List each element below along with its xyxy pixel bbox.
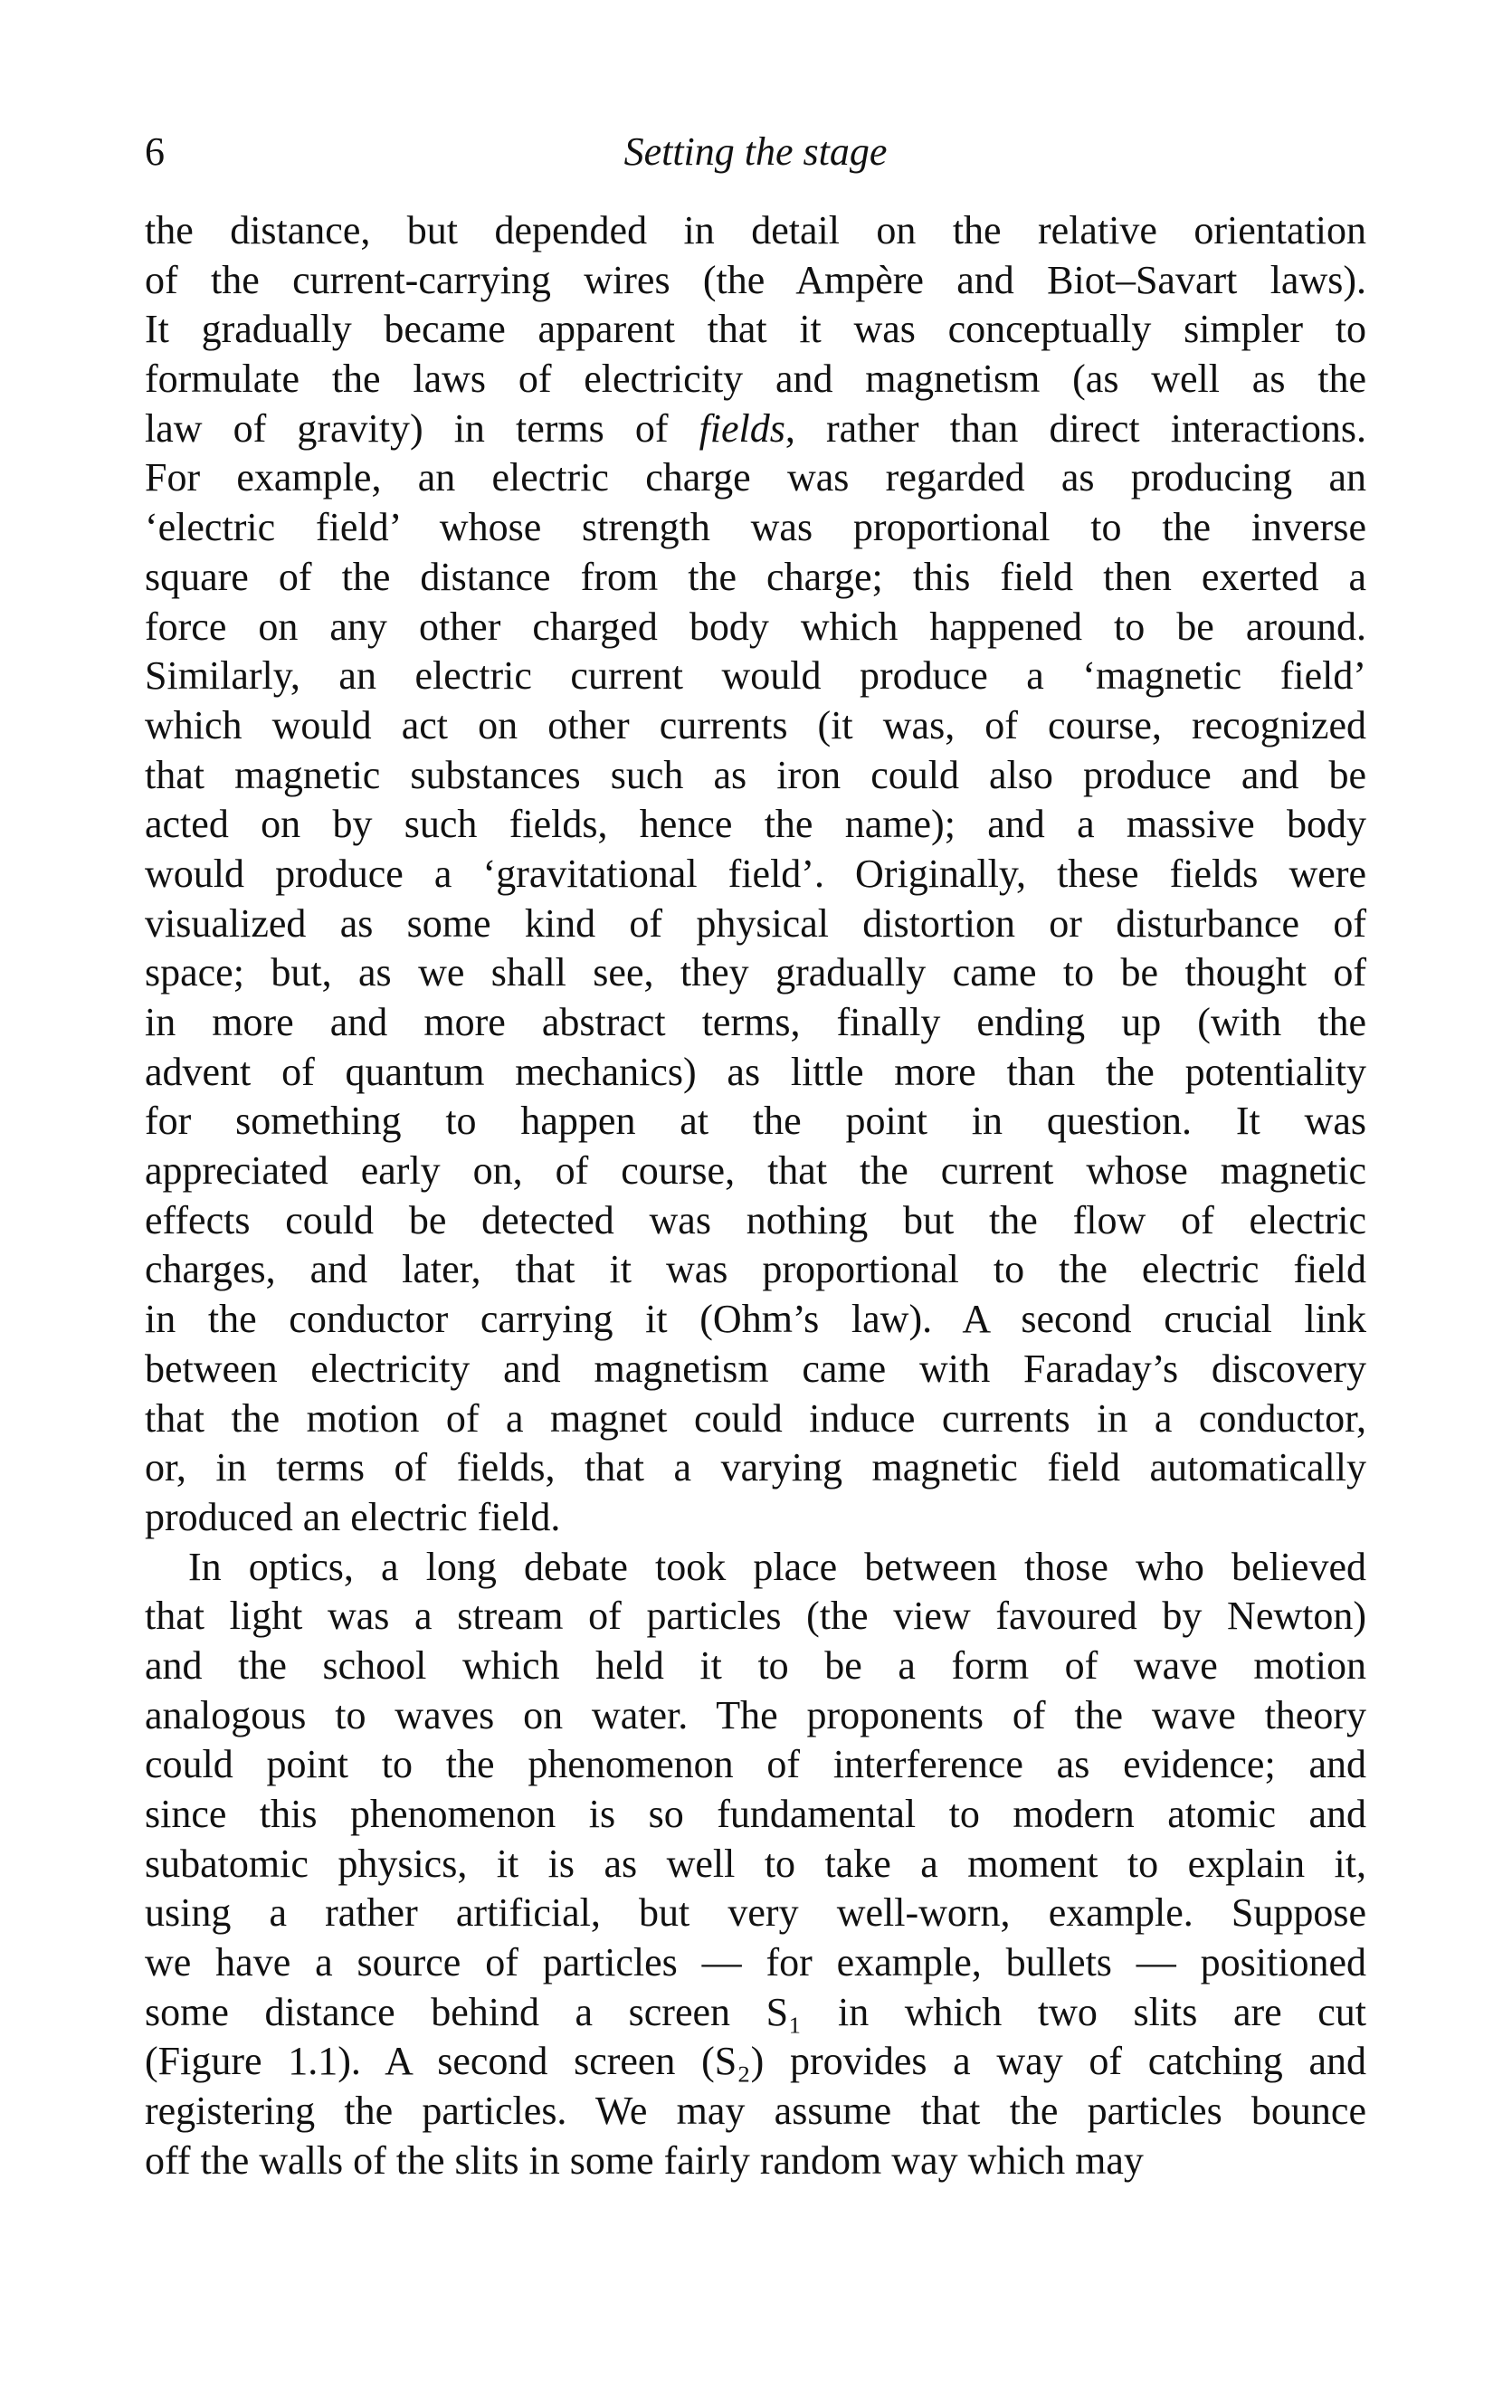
text-line bbox=[145, 899, 1366, 949]
running-title: Setting the stage bbox=[623, 129, 888, 174]
text-line bbox=[145, 1938, 1366, 1988]
text-line bbox=[145, 998, 1366, 1048]
text-line bbox=[145, 1592, 1366, 1642]
text-line bbox=[145, 1543, 1366, 1593]
text-line bbox=[145, 405, 1366, 454]
text-segment: for something to happen at the point in question. It was bbox=[145, 1099, 1366, 1144]
body-text bbox=[145, 206, 1366, 2186]
text-segment: effects could be detected was nothing but the flow of electric bbox=[145, 1197, 1366, 1242]
text-line bbox=[145, 1097, 1366, 1147]
text-line bbox=[145, 1345, 1366, 1394]
text-segment: (Figure 1.1). A second screen (S₂) provides a way of catching and bbox=[145, 2039, 1366, 2084]
text-line bbox=[145, 206, 1366, 256]
text-line bbox=[145, 1295, 1366, 1345]
text-segment: For example, an electric charge was regarded as producing an bbox=[145, 455, 1366, 500]
text-segment: could point to the phenomenon of interference as evidence; and bbox=[145, 1742, 1366, 1787]
text-segment: the distance, but depended in detail on the relative orientation bbox=[145, 208, 1366, 252]
text-segment: force on any other charged body which happened to be around. bbox=[145, 604, 1366, 649]
text-line bbox=[145, 1147, 1366, 1196]
text-line bbox=[145, 1642, 1366, 1691]
text-line bbox=[145, 2087, 1366, 2137]
text-segment: In optics, a long debate took place between those who believed bbox=[188, 1544, 1366, 1589]
text-line bbox=[145, 850, 1366, 899]
italic-text: fields bbox=[699, 405, 785, 451]
text-line bbox=[145, 1988, 1366, 2038]
text-line bbox=[145, 453, 1366, 503]
text-line bbox=[145, 1493, 1366, 1543]
text-line bbox=[145, 1840, 1366, 1889]
text-line bbox=[145, 553, 1366, 603]
text-segment: analogous to waves on water. The proponents of the wave theory bbox=[145, 1692, 1366, 1737]
text-line bbox=[145, 1245, 1366, 1295]
text-segment: we have a source of particles — for example, bullets — positioned bbox=[145, 1940, 1366, 1985]
text-segment: subatomic physics, it is as well to take a moment to explain it, bbox=[145, 1841, 1366, 1886]
text-segment: ‘electric field’ whose strength was proportional to the inverse bbox=[145, 505, 1366, 550]
text-segment: appreciated early on, of course, that the current whose magnetic bbox=[145, 1148, 1366, 1194]
text-segment: square of the distance from the charge; this field then exerted a bbox=[145, 554, 1366, 599]
text-segment: advent of quantum mechanics) as little more than the potentiality bbox=[145, 1049, 1366, 1094]
text-line bbox=[145, 701, 1366, 751]
text-line bbox=[145, 305, 1366, 355]
text-line bbox=[145, 1394, 1366, 1444]
text-segment: which would act on other currents (it was, of course, recognized bbox=[145, 702, 1366, 747]
text-segment: since this phenomenon is so fundamental to modern atomic and bbox=[145, 1792, 1366, 1836]
text-line bbox=[145, 503, 1366, 553]
text-segment: in the conductor carrying it (Ohm’s law). A second crucial link bbox=[145, 1297, 1366, 1342]
text-line bbox=[145, 1048, 1366, 1098]
text-line bbox=[145, 948, 1366, 998]
text-segment: visualized as some kind of physical distortion or disturbance of bbox=[145, 900, 1366, 946]
text-segment: or, in terms of fields, that a varying magnetic field automatically bbox=[145, 1445, 1366, 1490]
text-line bbox=[145, 1691, 1366, 1741]
text-segment: that magnetic substances such as iron could also produce and be bbox=[145, 752, 1366, 797]
text-segment: that the motion of a magnet could induce currents in a conductor, bbox=[145, 1395, 1366, 1441]
text-line bbox=[145, 1443, 1366, 1493]
text-line bbox=[145, 800, 1366, 850]
text-line bbox=[145, 1196, 1366, 1246]
text-segment: registering the particles. We may assume that the particles bounce bbox=[145, 2089, 1366, 2134]
text-segment: charges, and later, that it was proportional to the electric field bbox=[145, 1247, 1366, 1292]
text-segment: law of gravity) in terms of bbox=[145, 405, 699, 451]
text-line bbox=[145, 2037, 1366, 2087]
paragraph bbox=[145, 1543, 1366, 2186]
text-segment: It gradually became apparent that it was conceptually simpler to bbox=[145, 307, 1366, 352]
text-line bbox=[145, 355, 1366, 405]
text-segment: and the school which held it to be a form of wave motion bbox=[145, 1642, 1366, 1688]
text-segment: between electricity and magnetism came with Faraday’s discovery bbox=[145, 1346, 1366, 1391]
text-line bbox=[145, 652, 1366, 701]
text-segment: that light was a stream of particles (the view favoured by Newton) bbox=[145, 1594, 1366, 1639]
text-line bbox=[145, 256, 1366, 306]
text-segment: using a rather artificial, but very well-worn, example. Suppose bbox=[145, 1890, 1366, 1936]
text-segment: some distance behind a screen S₁ in which two slits are cut bbox=[145, 1989, 1366, 2034]
text-line bbox=[145, 1889, 1366, 1938]
text-segment: of the current-carrying wires (the Ampère and Biot–Savart laws). bbox=[145, 257, 1366, 302]
text-segment: Similarly, an electric current would produce a ‘magnetic field’ bbox=[145, 653, 1366, 699]
text-segment: in more and more abstract terms, finally ending up (with the bbox=[145, 1000, 1366, 1044]
text-segment: formulate the laws of electricity and magnetism (as well as the bbox=[145, 357, 1366, 402]
text-segment: acted on by such fields, hence the name); and a massive body bbox=[145, 802, 1366, 847]
text-segment: would produce a ‘gravitational field’. Originally, these fields were bbox=[145, 851, 1366, 896]
text-segment: , rather than direct interactions. bbox=[785, 405, 1366, 451]
paragraph bbox=[145, 206, 1366, 1543]
text-segment: off the walls of the slits in some fairly random way which may bbox=[145, 2137, 1144, 2183]
running-head bbox=[145, 127, 1366, 177]
text-line bbox=[145, 1740, 1366, 1790]
text-segment: space; but, as we shall see, they gradually came to be thought of bbox=[145, 950, 1366, 995]
text-segment: produced an electric field. bbox=[145, 1494, 561, 1539]
text-line bbox=[145, 1790, 1366, 1840]
page-number: 6 bbox=[145, 129, 165, 174]
text-line bbox=[145, 2137, 1366, 2186]
text-line bbox=[145, 751, 1366, 801]
text-line bbox=[145, 603, 1366, 652]
